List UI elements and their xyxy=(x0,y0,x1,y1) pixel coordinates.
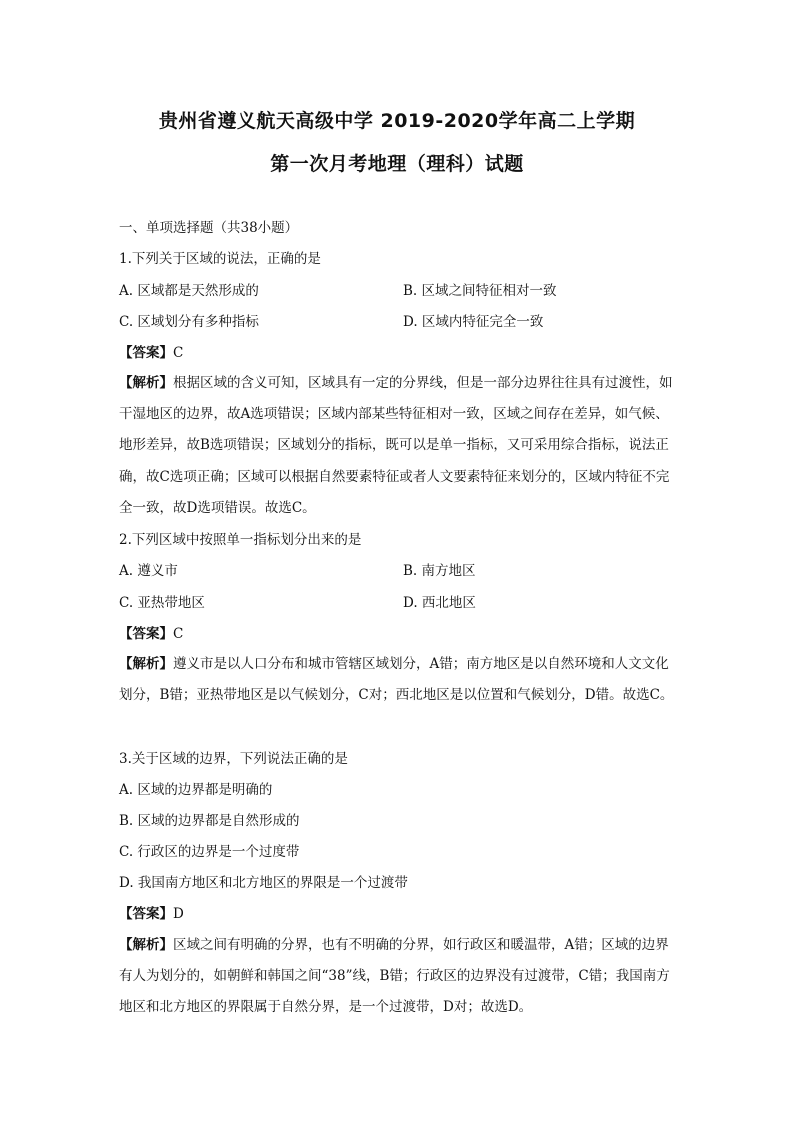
question-1-answer xyxy=(119,343,679,363)
question-2-analysis xyxy=(119,649,681,711)
analysis-label: 【解析】 xyxy=(119,656,173,672)
question-1-option-a: A. 区域都是天然形成的 xyxy=(119,283,259,299)
analysis-text: 遵义市是以人口分布和城市管辖区域划分，A错；南方地区是以自然环境和人文文化划分，B错；亚热带地区是以气候划分，C对；西北地区是以位置和气候划分，D错。故选C。 xyxy=(119,656,674,704)
question-3-option-a: A. 区域的边界都是明确的 xyxy=(119,782,273,798)
answer-label: 【答案】 xyxy=(119,906,173,922)
question-1-option-b: B. 区域之间特征相对一致 xyxy=(403,283,557,299)
question-1-analysis xyxy=(119,368,681,524)
answer-value: C xyxy=(173,345,184,361)
question-1-stem: 1.下列关于区域的说法，正确的是 xyxy=(119,251,321,267)
document-title-line-2: 第一次月考地理（理科）试题 xyxy=(270,153,524,175)
question-2-option-b: B. 南方地区 xyxy=(403,563,476,579)
answer-value: D xyxy=(173,906,184,922)
question-1-option-d: D. 区域内特征完全一致 xyxy=(403,314,544,330)
answer-label: 【答案】 xyxy=(119,626,173,642)
question-2-option-c: C. 亚热带地区 xyxy=(119,595,205,611)
question-3-analysis xyxy=(119,930,681,1024)
question-2-option-d: D. 西北地区 xyxy=(403,595,476,611)
analysis-label: 【解析】 xyxy=(119,937,173,953)
answer-label: 【答案】 xyxy=(119,345,173,361)
analysis-text: 根据区域的含义可知，区域具有一定的分界线，但是一部分边界往往具有过渡性，如干湿地区的边界，故A选项错误；区域内部某些特征相对一致，区域之间存在差异，如气候、地形差异，故B选项错误；区域划分的指标，既可以是单一指标，又可采用综合指标，说法正确，故C选项正确；区域可以根据自然要素特征或者人文要素特征来划分的，区域内特征不完全一致，故D选项错误。故选C。 xyxy=(119,375,673,516)
question-2-answer xyxy=(119,624,679,644)
answer-value: C xyxy=(173,626,184,642)
question-3-option-b: B. 区域的边界都是自然形成的 xyxy=(119,813,300,829)
question-3-stem: 3.关于区域的边界，下列说法正确的是 xyxy=(119,751,348,767)
analysis-text: 区域之间有明确的分界，也有不明确的分界，如行政区和暖温带，A错；区域的边界有人为划分的，如朝鲜和韩国之间“38”线，B错；行政区的边界没有过渡带，C错；我国南方地区和北方地区的界限属于自然分界，是一个过渡带，D对；故选D。 xyxy=(119,937,670,1016)
analysis-label: 【解析】 xyxy=(119,375,173,391)
document-title-line-1: 贵州省遵义航天高级中学 2019-2020学年高二上学期 xyxy=(158,110,636,132)
section-heading: 一、单项选择题（共38小题） xyxy=(119,220,299,236)
question-2-stem: 2.下列区域中按照单一指标划分出来的是 xyxy=(119,532,362,548)
question-3-option-d: D. 我国南方地区和北方地区的界限是一个过渡带 xyxy=(119,875,408,891)
question-3-option-c: C. 行政区的边界是一个过度带 xyxy=(119,844,300,860)
question-2-option-a: A. 遵义市 xyxy=(119,563,178,579)
question-1-option-c: C. 区域划分有多种指标 xyxy=(119,314,259,330)
question-3-answer xyxy=(119,904,679,924)
